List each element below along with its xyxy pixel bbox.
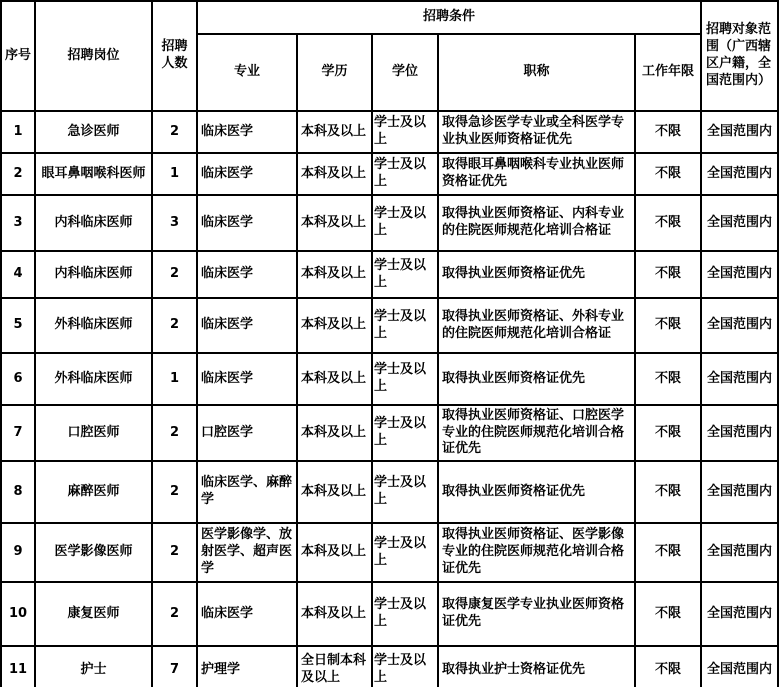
cell-years: 不限: [635, 298, 701, 353]
cell-count: 1: [152, 153, 197, 195]
cell-seq: 11: [1, 646, 35, 687]
cell-position: 医学影像医师: [35, 523, 152, 582]
cell-position: 眼耳鼻咽喉科医师: [35, 153, 152, 195]
cell-seq: 8: [1, 461, 35, 523]
cell-scope: 全国范围内: [701, 298, 778, 353]
table-row: [1, 251, 778, 298]
cell-years: 不限: [635, 111, 701, 153]
cell-years: 不限: [635, 646, 701, 687]
header-education: 学历: [297, 34, 372, 111]
cell-count: 2: [152, 298, 197, 353]
cell-degree: 学士及以上: [372, 646, 438, 687]
cell-title: 取得执业医师资格证、医学影像专业的住院医师规范化培训合格证优先: [438, 523, 635, 582]
cell-degree: 学士及以上: [372, 461, 438, 523]
cell-count: 2: [152, 251, 197, 298]
cell-years: 不限: [635, 153, 701, 195]
cell-seq: 10: [1, 582, 35, 646]
cell-scope: 全国范围内: [701, 195, 778, 251]
header-position: 招聘岗位: [35, 1, 152, 111]
cell-scope: 全国范围内: [701, 646, 778, 687]
cell-position: 内科临床医师: [35, 251, 152, 298]
table-row: [1, 111, 778, 153]
cell-years: 不限: [635, 523, 701, 582]
cell-major: 临床医学: [197, 153, 297, 195]
cell-years: 不限: [635, 582, 701, 646]
cell-seq: 1: [1, 111, 35, 153]
cell-title: 取得执业医师资格证优先: [438, 251, 635, 298]
cell-education: 本科及以上: [297, 111, 372, 153]
table-row: [1, 405, 778, 461]
table-row: [1, 582, 778, 646]
cell-education: 本科及以上: [297, 298, 372, 353]
cell-education: 本科及以上: [297, 461, 372, 523]
table-row: [1, 523, 778, 582]
table-row: [1, 195, 778, 251]
header-count: 招聘人数: [152, 1, 197, 111]
cell-title: 取得急诊医学专业或全科医学专业执业医师资格证优先: [438, 111, 635, 153]
header-scope: 招聘对象范围（广西辖区户籍，全国范围内）: [701, 1, 778, 111]
cell-degree: 学士及以上: [372, 153, 438, 195]
cell-count: 7: [152, 646, 197, 687]
cell-major: 临床医学: [197, 195, 297, 251]
cell-major: 临床医学: [197, 298, 297, 353]
cell-count: 2: [152, 523, 197, 582]
cell-education: 本科及以上: [297, 251, 372, 298]
cell-title: 取得执业医师资格证优先: [438, 353, 635, 405]
cell-education: 本科及以上: [297, 582, 372, 646]
cell-count: 2: [152, 405, 197, 461]
table-header: [1, 1, 778, 111]
cell-major: 临床医学: [197, 582, 297, 646]
cell-title: 取得执业医师资格证、口腔医学专业的住院医师规范化培训合格证优先: [438, 405, 635, 461]
cell-major: 口腔医学: [197, 405, 297, 461]
header-conditions: 招聘条件: [197, 1, 701, 34]
header-title: 职称: [438, 34, 635, 111]
cell-position: 护士: [35, 646, 152, 687]
cell-scope: 全国范围内: [701, 523, 778, 582]
cell-scope: 全国范围内: [701, 582, 778, 646]
cell-seq: 4: [1, 251, 35, 298]
cell-title: 取得康复医学专业执业医师资格证优先: [438, 582, 635, 646]
cell-education: 本科及以上: [297, 153, 372, 195]
cell-years: 不限: [635, 251, 701, 298]
cell-position: 内科临床医师: [35, 195, 152, 251]
cell-title: 取得执业护士资格证优先: [438, 646, 635, 687]
cell-degree: 学士及以上: [372, 195, 438, 251]
table-row: [1, 298, 778, 353]
cell-education: 本科及以上: [297, 195, 372, 251]
cell-degree: 学士及以上: [372, 298, 438, 353]
cell-title: 取得执业医师资格证、内科专业的住院医师规范化培训合格证: [438, 195, 635, 251]
cell-seq: 5: [1, 298, 35, 353]
table-row: [1, 646, 778, 687]
cell-education: 本科及以上: [297, 353, 372, 405]
header-major: 专业: [197, 34, 297, 111]
cell-position: 康复医师: [35, 582, 152, 646]
cell-years: 不限: [635, 353, 701, 405]
cell-degree: 学士及以上: [372, 251, 438, 298]
cell-education: 全日制本科及以上: [297, 646, 372, 687]
cell-major: 临床医学、麻醉学: [197, 461, 297, 523]
cell-position: 外科临床医师: [35, 353, 152, 405]
cell-seq: 6: [1, 353, 35, 405]
cell-degree: 学士及以上: [372, 405, 438, 461]
cell-major: 临床医学: [197, 353, 297, 405]
header-seq: 序号: [1, 1, 35, 111]
cell-count: 3: [152, 195, 197, 251]
table-row: [1, 153, 778, 195]
header-degree: 学位: [372, 34, 438, 111]
cell-major: 护理学: [197, 646, 297, 687]
cell-major: 临床医学: [197, 111, 297, 153]
cell-count: 2: [152, 461, 197, 523]
table-row: [1, 353, 778, 405]
cell-count: 2: [152, 582, 197, 646]
cell-years: 不限: [635, 195, 701, 251]
cell-education: 本科及以上: [297, 523, 372, 582]
cell-position: 口腔医师: [35, 405, 152, 461]
cell-scope: 全国范围内: [701, 405, 778, 461]
cell-degree: 学士及以上: [372, 523, 438, 582]
table-body: [1, 111, 778, 687]
cell-count: 1: [152, 353, 197, 405]
cell-scope: 全国范围内: [701, 111, 778, 153]
cell-count: 2: [152, 111, 197, 153]
cell-scope: 全国范围内: [701, 353, 778, 405]
cell-seq: 9: [1, 523, 35, 582]
cell-scope: 全国范围内: [701, 461, 778, 523]
cell-degree: 学士及以上: [372, 111, 438, 153]
cell-scope: 全国范围内: [701, 251, 778, 298]
cell-title: 取得执业医师资格证优先: [438, 461, 635, 523]
cell-position: 麻醉医师: [35, 461, 152, 523]
cell-degree: 学士及以上: [372, 582, 438, 646]
cell-seq: 3: [1, 195, 35, 251]
cell-title: 取得眼耳鼻咽喉科专业执业医师资格证优先: [438, 153, 635, 195]
cell-years: 不限: [635, 405, 701, 461]
cell-seq: 2: [1, 153, 35, 195]
cell-position: 急诊医师: [35, 111, 152, 153]
cell-scope: 全国范围内: [701, 153, 778, 195]
cell-years: 不限: [635, 461, 701, 523]
header-row-top: [1, 1, 778, 34]
header-years: 工作年限: [635, 34, 701, 111]
cell-seq: 7: [1, 405, 35, 461]
cell-major: 临床医学: [197, 251, 297, 298]
cell-position: 外科临床医师: [35, 298, 152, 353]
cell-degree: 学士及以上: [372, 353, 438, 405]
cell-major: 医学影像学、放射医学、超声医学: [197, 523, 297, 582]
table-row: [1, 461, 778, 523]
cell-education: 本科及以上: [297, 405, 372, 461]
cell-title: 取得执业医师资格证、外科专业的住院医师规范化培训合格证: [438, 298, 635, 353]
